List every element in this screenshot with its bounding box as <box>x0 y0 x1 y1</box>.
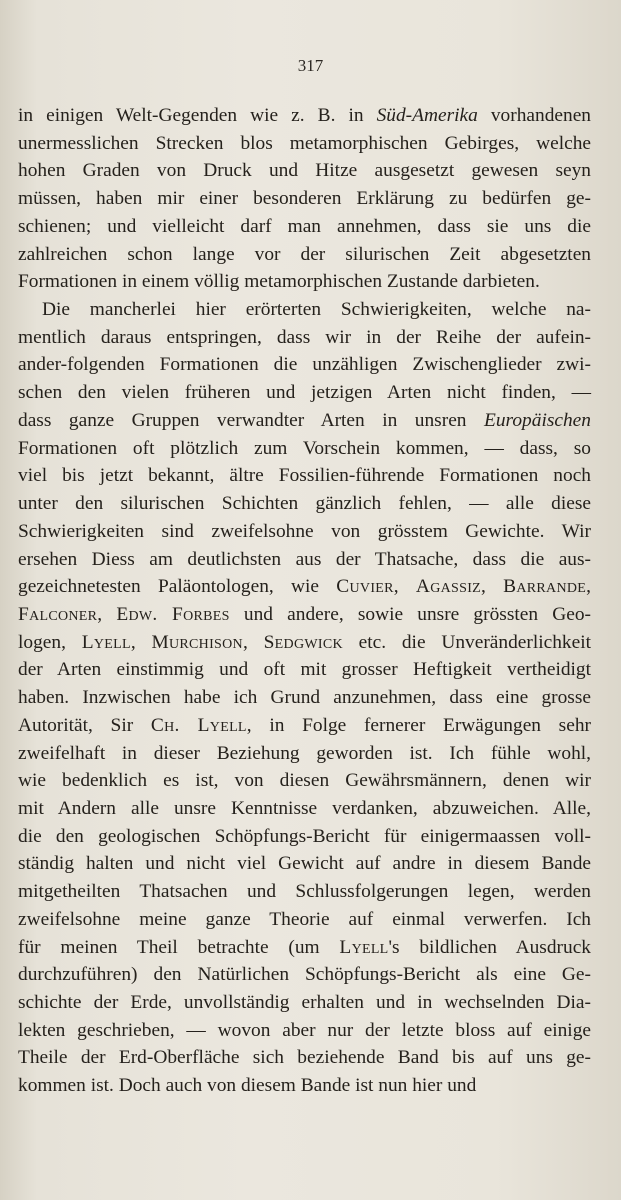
text-line <box>18 1017 591 1045</box>
text-segment: , <box>393 576 416 598</box>
text-segment: und andere, sowie unsre grössten Geo- <box>229 603 591 625</box>
text-segment: , <box>481 576 504 598</box>
text-line <box>18 1072 591 1100</box>
text-segment: hohen Graden von Druck und Hitze ausgesetzt gewesen seyn <box>18 160 591 182</box>
text-segment: , in Folge fernerer Erwägungen sehr <box>246 714 591 736</box>
text-segment: mitgetheilten Thatsachen und Schlussfolgerungen legen, werden <box>18 881 591 903</box>
text-segment: Schwierigkeiten sind zweifelsohne von grösstem Gewichte. Wir <box>18 520 591 542</box>
text-line <box>18 1044 591 1072</box>
text-segment: zahlreichen schon lange vor der silurischen Zeit abgesetzten <box>18 243 591 265</box>
text-line <box>18 823 591 851</box>
text-line <box>18 629 591 657</box>
text-segment: 's bildlichen Ausdruck <box>388 936 592 958</box>
text-segment: müssen, haben mir einer besonderen Erklärung zu bedürfen ge- <box>18 188 591 210</box>
author-name: Sedgwick <box>263 631 343 653</box>
author-name: Murchison <box>151 631 243 653</box>
text-segment: Formationen in einem völlig metamorphischen Zustande darbieten. <box>18 271 540 293</box>
text-segment: schichte der Erde, unvollständig erhalten und in wechselnden Dia- <box>18 992 591 1013</box>
text-segment: Die mancherlei hier erörterten Schwierigkeiten, welche na- <box>42 299 591 321</box>
text-line <box>18 712 591 740</box>
text-line <box>18 296 591 324</box>
text-segment: ersehen Diess am deutlichsten aus der Thatsache, dass die aus- <box>18 548 591 570</box>
text-line <box>18 934 591 962</box>
text-segment: Formationen oft plötzlich zum Vorschein kommen, — dass, so <box>18 437 591 459</box>
author-name: Lyell <box>81 631 131 653</box>
text-segment: zweifelsohne meine ganze Theorie auf einmal verwerfen. Ich <box>18 908 591 930</box>
text-line <box>18 518 591 546</box>
text-segment: unter den silurischen Schichten gänzlich fehlen, — alle diese <box>18 493 591 515</box>
text-segment: durchzuführen) den Natürlichen Schöpfungs-Bericht als eine Ge- <box>18 964 591 986</box>
text-line <box>18 989 591 1017</box>
author-name: Cuvier <box>336 576 394 598</box>
text-line <box>18 130 591 158</box>
author-name: Barrande <box>503 576 587 598</box>
text-segment: , <box>97 603 117 625</box>
italic-text: Süd-Amerika <box>376 105 478 126</box>
text-segment: etc. die Unveränderlichkeit <box>342 631 591 653</box>
author-name: Agassiz <box>415 576 482 598</box>
text-segment: kommen ist. Doch auch von diesem Bande ist nun hier und <box>18 1075 477 1097</box>
body-text <box>18 102 591 1100</box>
page-number: 317 <box>297 56 324 75</box>
author-name: Ch. Lyell <box>150 714 247 736</box>
text-segment: , <box>130 631 152 653</box>
text-segment: logen, <box>18 631 82 653</box>
text-segment: vorhandenen <box>477 105 591 126</box>
text-segment: viel bis jetzt bekannt, ältre Fossilien-führende Formationen noch <box>18 465 591 487</box>
text-line <box>18 850 591 878</box>
text-line <box>18 961 591 989</box>
text-line <box>18 601 591 629</box>
text-segment: unermesslichen Strecken blos metamorphischen Gebirges, welche <box>18 132 591 154</box>
text-segment: gezeichnetesten Paläontologen, wie <box>18 576 337 598</box>
text-line <box>18 351 591 379</box>
text-segment: , <box>242 631 264 653</box>
text-segment: , <box>586 576 592 598</box>
text-segment: mentlich daraus entspringen, dass wir in der Reihe der aufein- <box>18 326 591 348</box>
italic-text: Europäischen <box>484 409 591 431</box>
text-segment: wie bedenklich es ist, von diesen Gewährsmännern, denen wir <box>18 770 591 792</box>
text-line <box>18 656 591 684</box>
text-line <box>18 906 591 934</box>
text-segment: schen den vielen früheren und jetzigen Arten nicht finden, — <box>18 382 591 404</box>
text-segment: dass ganze Gruppen verwandter Arten in unsren <box>18 409 484 431</box>
text-line <box>18 684 591 712</box>
text-segment: der Arten einstimmig und oft mit grosser Heftigkeit vertheidigt <box>18 659 591 681</box>
author-name: Lyell <box>339 936 389 958</box>
text-segment: haben. Inzwischen habe ich Grund anzunehmen, dass eine grosse <box>18 687 591 709</box>
text-line <box>18 185 591 213</box>
text-line <box>18 102 591 130</box>
text-line <box>18 407 591 435</box>
text-segment: Autorität, Sir <box>18 714 151 736</box>
text-line <box>18 740 591 768</box>
text-line <box>18 435 591 463</box>
text-line <box>18 573 591 601</box>
text-line <box>18 490 591 518</box>
text-line <box>18 268 591 296</box>
text-segment: für meinen Theil betrachte (um <box>18 936 340 958</box>
text-line <box>18 324 591 352</box>
text-segment: lekten geschrieben, — wovon aber nur der letzte bloss auf einige <box>18 1019 591 1041</box>
text-segment: mit Andern alle unsre Kenntnisse verdanken, abzuweichen. Alle, <box>18 797 591 819</box>
text-segment: die den geologischen Schöpfungs-Bericht für einigermaassen voll- <box>18 825 591 847</box>
text-segment: Theile der Erd-Oberfläche sich beziehende Band bis auf uns ge- <box>18 1047 591 1069</box>
text-segment: ständig halten und nicht viel Gewicht auf andre in diesem Bande <box>18 853 591 875</box>
text-segment: in einigen Welt-Gegenden wie z. B. in <box>18 105 377 126</box>
text-line <box>18 157 591 185</box>
text-segment: ander-folgenden Formationen die unzähligen Zwischenglieder zwi- <box>18 354 591 376</box>
text-segment: schienen; und vielleicht darf man annehmen, dass sie uns die <box>18 215 591 237</box>
text-line <box>18 379 591 407</box>
text-line <box>18 767 591 795</box>
text-segment: zweifelhaft in dieser Beziehung geworden ist. Ich fühle wohl, <box>18 742 591 764</box>
text-line <box>18 241 591 269</box>
text-line <box>18 462 591 490</box>
author-name: Falconer <box>18 603 98 625</box>
text-line <box>18 546 591 574</box>
text-line <box>18 878 591 906</box>
author-name: Edw. Forbes <box>116 603 230 625</box>
text-line <box>18 795 591 823</box>
text-line <box>18 213 591 241</box>
